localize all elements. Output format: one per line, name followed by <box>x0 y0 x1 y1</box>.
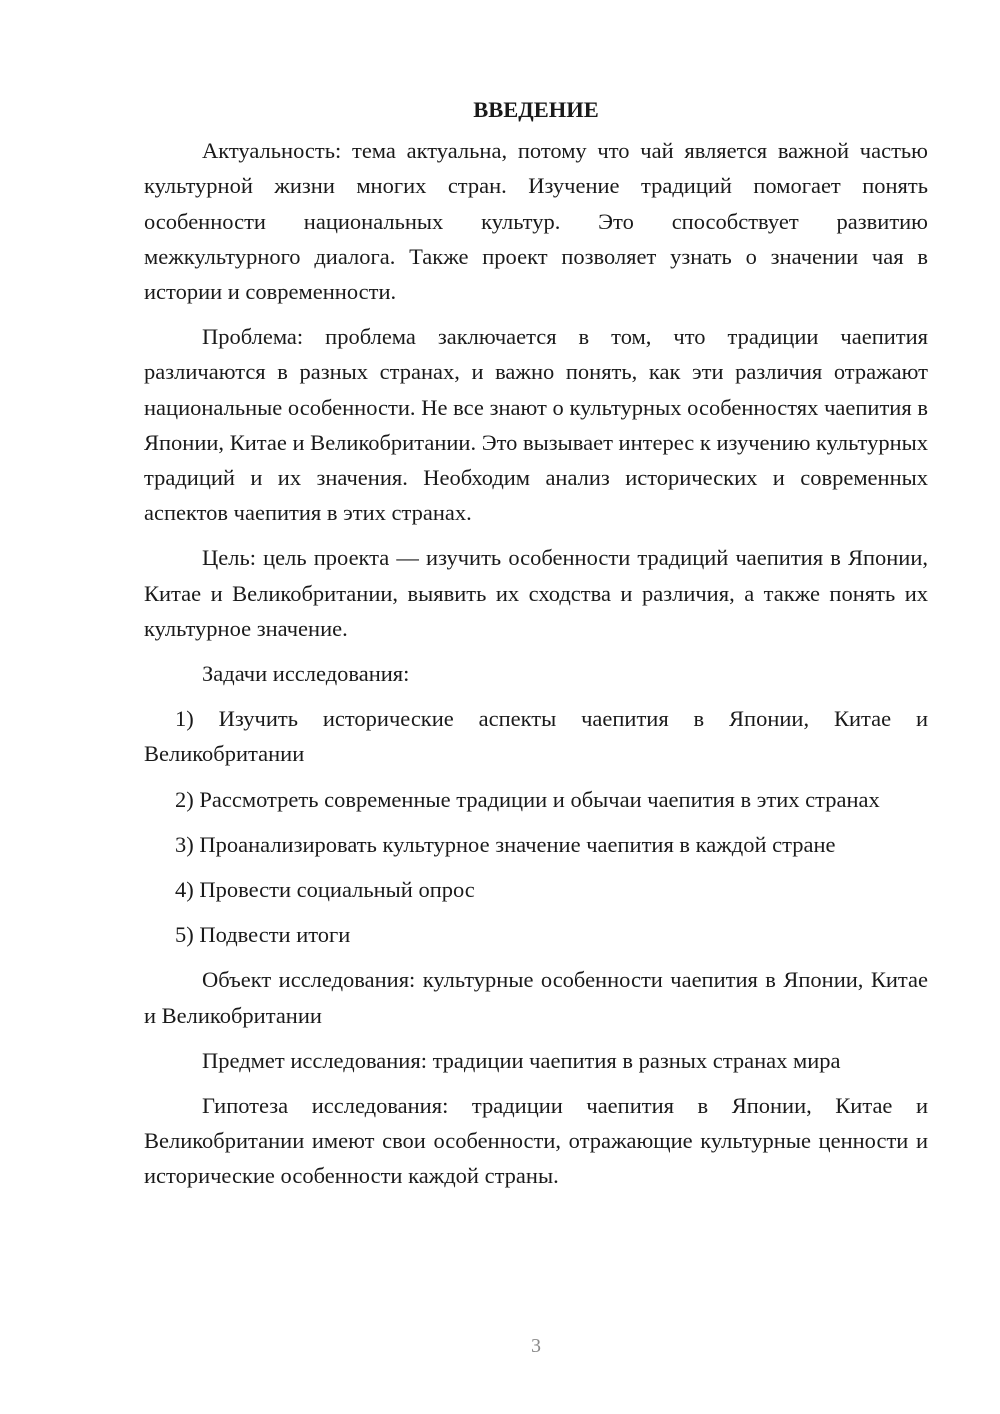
paragraph-goal: Цель: цель проекта — изучить особенности традиций чаепития в Японии, Китае и Великобритании, выявить их сходства и различия, а также понять их культурное значение. <box>144 545 928 641</box>
paragraph-object: Объект исследования: культурные особенности чаепития в Японии, Китае и Великобритании <box>144 967 928 1028</box>
list-item: 4) Провести социальный опрос <box>175 877 475 903</box>
tasks-list <box>144 701 928 952</box>
tasks-heading: Задачи исследования: <box>202 661 410 687</box>
page-title: ВВЕДЕНИЕ <box>473 97 599 122</box>
list-item: 5) Подвести итоги <box>175 922 351 948</box>
page-content <box>144 92 928 1204</box>
page-number: 3 <box>531 1335 541 1357</box>
list-item: 1) Изучить исторические аспекты чаепития в Японии, Китае и Великобритании <box>144 706 928 767</box>
paragraph-subject: Предмет исследования: традиции чаепития в разных странах мира <box>202 1047 841 1073</box>
list-item: 2) Рассмотреть современные традиции и обычаи чаепития в этих странах <box>175 786 880 812</box>
paragraph-hypothesis: Гипотеза исследования: традиции чаепития в Японии, Китае и Великобритании имеют свои особенности, отражающие культурные ценности и исторические особенности каждой страны. <box>144 1093 928 1189</box>
list-item: 3) Проанализировать культурное значение чаепития в каждой стране <box>175 831 836 857</box>
paragraph-relevance: Актуальность: тема актуальна, потому что чай является важной частью культурной жизни многих стран. Изучение традиций помогает понять особенности национальных культур. Это способствует развитию межкультурного диалога. Также проект позволяет узнать о значении чая в истории и современности. <box>144 138 928 305</box>
paragraph-problem: Проблема: проблема заключается в том, что традиции чаепития различаются в разных странах, и важно понять, как эти различия отражают национальные особенности. Не все знают о культурных особенностях чаепития в Японии, Китае и Великобритании. Это вызывает интерес к изучению культурных традиций и их значения. Необходим анализ исторических и современных аспектов чаепития в этих странах. <box>144 324 928 526</box>
